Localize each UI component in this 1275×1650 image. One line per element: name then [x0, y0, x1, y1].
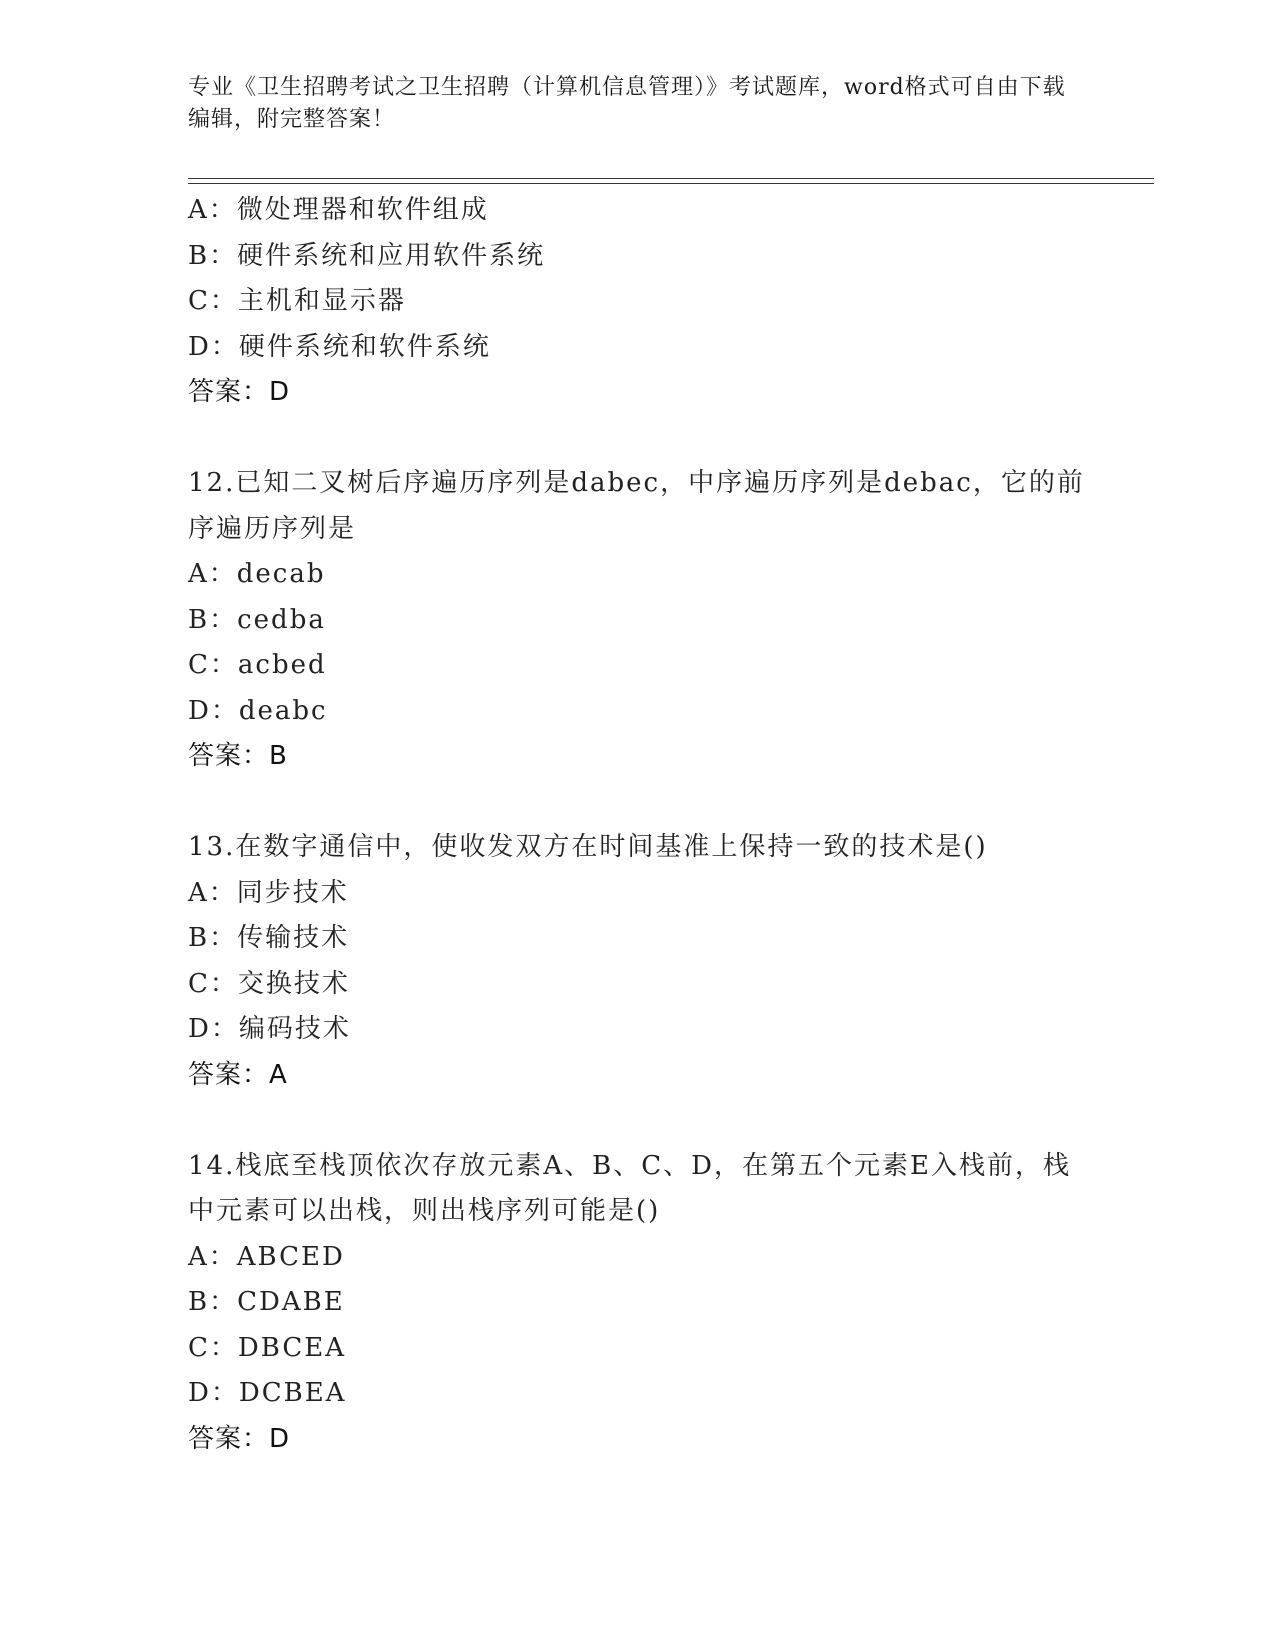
question-block-13 [188, 825, 1088, 1098]
option-b: B：CDABE [188, 1287, 345, 1317]
answer-label: 答案：D [188, 377, 291, 407]
answer-label: 答案：A [188, 1059, 288, 1090]
answer-label: 答案：D [188, 1423, 291, 1454]
question-text: 13.在数字通信中，使收发双方在时间基准上保持一致的技术是() [188, 832, 988, 862]
question-block-12 [188, 461, 1088, 780]
option-d: D：硬件系统和软件系统 [188, 331, 491, 362]
question-block-14 [188, 1144, 1088, 1463]
option-d: D：编码技术 [188, 1014, 351, 1044]
option-b: B：传输技术 [188, 923, 350, 953]
document-header: 专业《卫生招聘考试之卫生招聘（计算机信息管理）》考试题库，word格式可自由下载编辑，附完整答案！ [188, 75, 1066, 132]
header-divider-top [188, 178, 1154, 179]
option-c: C：DBCEA [188, 1332, 346, 1363]
option-c: C：交换技术 [188, 968, 350, 999]
question-text: 14.栈底至栈顶依次存放元素A、B、C、D，在第五个元素E入栈前，栈中元素可以出栈，则出栈序列可能是() [188, 1150, 1071, 1226]
answer-label: 答案：B [188, 741, 288, 771]
spacer [188, 416, 1088, 462]
option-b: B：cedba [188, 604, 326, 635]
option-c: C：acbed [188, 650, 327, 680]
question-list [188, 188, 1088, 1462]
option-a: A：ABCED [188, 1241, 345, 1272]
option-c: C：主机和显示器 [188, 286, 406, 316]
header-divider-bottom [188, 183, 1154, 184]
spacer [188, 780, 1088, 826]
option-a: A：同步技术 [188, 877, 349, 908]
spacer [188, 1098, 1088, 1144]
option-a: A：decab [188, 559, 326, 589]
question-block-11 [188, 188, 1088, 416]
question-text: 12.已知二叉树后序遍历序列是dabec，中序遍历序列是debac，它的前序遍历序列是 [188, 468, 1085, 544]
option-d: D：DCBEA [188, 1378, 347, 1408]
option-b: B：硬件系统和应用软件系统 [188, 240, 546, 271]
option-d: D：deabc [188, 695, 328, 726]
option-a: A：微处理器和软件组成 [188, 195, 489, 225]
